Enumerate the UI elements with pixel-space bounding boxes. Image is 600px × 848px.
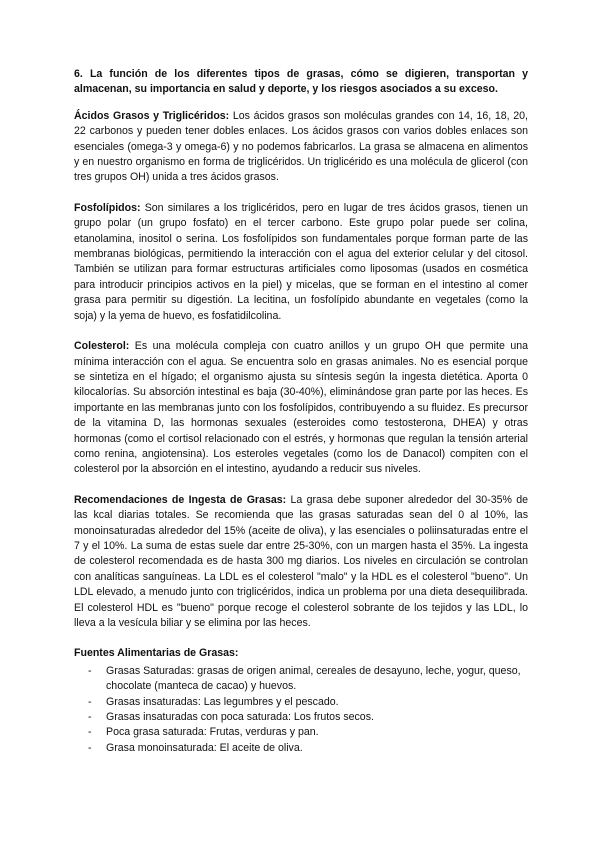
list-item bbox=[74, 710, 528, 725]
paragraph-title: Ácidos Grasos y Triglicéridos: bbox=[74, 109, 230, 122]
paragraph-title: Recomendaciones de Ingesta de Grasas: bbox=[74, 493, 287, 506]
section-heading: 6. La función de los diferentes tipos de grasas, cómo se digieren, transportan y almacenan, su importancia en salud y deporte, y los riesgos asociados a su exceso. bbox=[74, 68, 528, 96]
bullet-dash: - bbox=[88, 711, 92, 724]
sources-list bbox=[74, 664, 528, 756]
list-item bbox=[74, 725, 528, 740]
paragraph-title: Colesterol: bbox=[74, 340, 130, 353]
bullet-dash: - bbox=[88, 726, 92, 739]
paragraph-text: Los ácidos grasos son moléculas grandes con 14, 16, 18, 20, 22 carbonos y pueden tener dobles enlaces. Los ácidos grasos con varios dobles enlaces son esenciales (omega-3 y omega-6) y no podemos fabricarlos. La grasa se almacena en alimentos y en nuestro organismo en forma de triglicéridos. Un triglicérido es una molécula de glicerol (con tres grupos OH) unida a tres ácidos grasos. bbox=[74, 109, 528, 184]
paragraph-text: La grasa debe suponer alrededor del 30-35% de las kcal diarias totales. Se recomienda que las grasas saturadas sean del 0 al 10%, las monoinsaturadas alrededor del 15% (aceite de oliva), y las esenciales o poliinsaturadas entre el 7 y el 10%. La suma de estas suele dar entre 25-30%, con un margen hasta el 35%. La ingesta de colesterol recomendada es de hasta 300 mg diarios. Los niveles en circulación se controlan con analíticas sanguíneas. La LDL es el colesterol "malo" y la HDL es el colesterol "bueno". Un LDL elevado, a menudo junto con triglicéridos, indica un problema por una dieta desequilibrada. El colesterol HDL es "bueno" porque recoge el colesterol sobrante de los tejidos y las LDL, lo lleva a la vesícula biliar y se elimina por las heces. bbox=[74, 493, 529, 629]
bullet-dash: - bbox=[88, 664, 92, 677]
paragraph-title: Fosfolípidos: bbox=[74, 201, 141, 214]
list-item-text: Grasas Saturadas: grasas de origen animal, cereales de desayuno, leche, yogur, queso, chocolate (manteca de cacao) y huevos. bbox=[106, 664, 521, 693]
list-item-text: Grasas insaturadas: Las legumbres y el pescado. bbox=[106, 695, 339, 708]
list-item bbox=[74, 664, 528, 695]
sources-title: Fuentes Alimentarias de Grasas: bbox=[74, 647, 239, 660]
list-item-text: Poca grasa saturada: Frutas, verduras y pan. bbox=[106, 726, 319, 739]
document-page bbox=[74, 67, 528, 756]
list-item-text: Grasas insaturadas con poca saturada: Los frutos secos. bbox=[106, 711, 374, 724]
list-item bbox=[74, 741, 528, 756]
paragraph-phospholipids bbox=[74, 201, 528, 324]
list-item bbox=[74, 695, 528, 710]
paragraph-recommendations bbox=[74, 493, 528, 632]
paragraph-cholesterol bbox=[74, 339, 528, 478]
list-item-text: Grasa monoinsaturada: El aceite de oliva. bbox=[106, 741, 303, 754]
bullet-dash: - bbox=[88, 695, 92, 708]
paragraph-text: Son similares a los triglicéridos, pero en lugar de tres ácidos grasos, tienen un grupo polar (un grupo fosfato) en el tercer carbono. Este grupo polar puede ser colina, etanolamina, inositol o serina. Los fosfolípidos son fundamentales porque forman parte de las membranas biológicas, permitiendo la interacción con el agua del exterior celular y del citosol. También se utilizan para formar estructuras artificiales como liposomas (usados en cosmética para introducir principios activos en la piel) y micelas, que se forman en el intestino al comer grasa para permitir su digestión. La lecitina, un fosfolípido abundante en vegetales (como la soja) y la yema de huevo, es fosfatidilcolina. bbox=[74, 201, 528, 322]
bullet-dash: - bbox=[88, 741, 92, 754]
paragraph-fatty-acids bbox=[74, 109, 528, 186]
paragraph-text: Es una molécula compleja con cuatro anillos y un grupo OH que permite una mínima interacción con el agua. Se encuentra solo en grasas animales. No es esencial porque se sintetiza en el hígado; el organismo ajusta su síntesis según la ingesta dietética. Aporta 0 kilocalorías. Su absorción intestinal es baja (30-40%), eliminándose gran parte por las heces. Es importante en las membranas junto con los fosfolípidos, contribuyendo a su fluidez. Es precursor de la vitamina D, las hormonas sexuales (esteroides como testosterona, DHEA) y otras hormonas (como el cortisol relacionado con el estrés, y hormonas que regulan la tensión arterial como renina, angiotensina). Los esteroles vegetales (como los de Danacol) compiten con el colesterol por la absorción en el intestino, ayudando a reducir sus niveles. bbox=[74, 340, 529, 476]
